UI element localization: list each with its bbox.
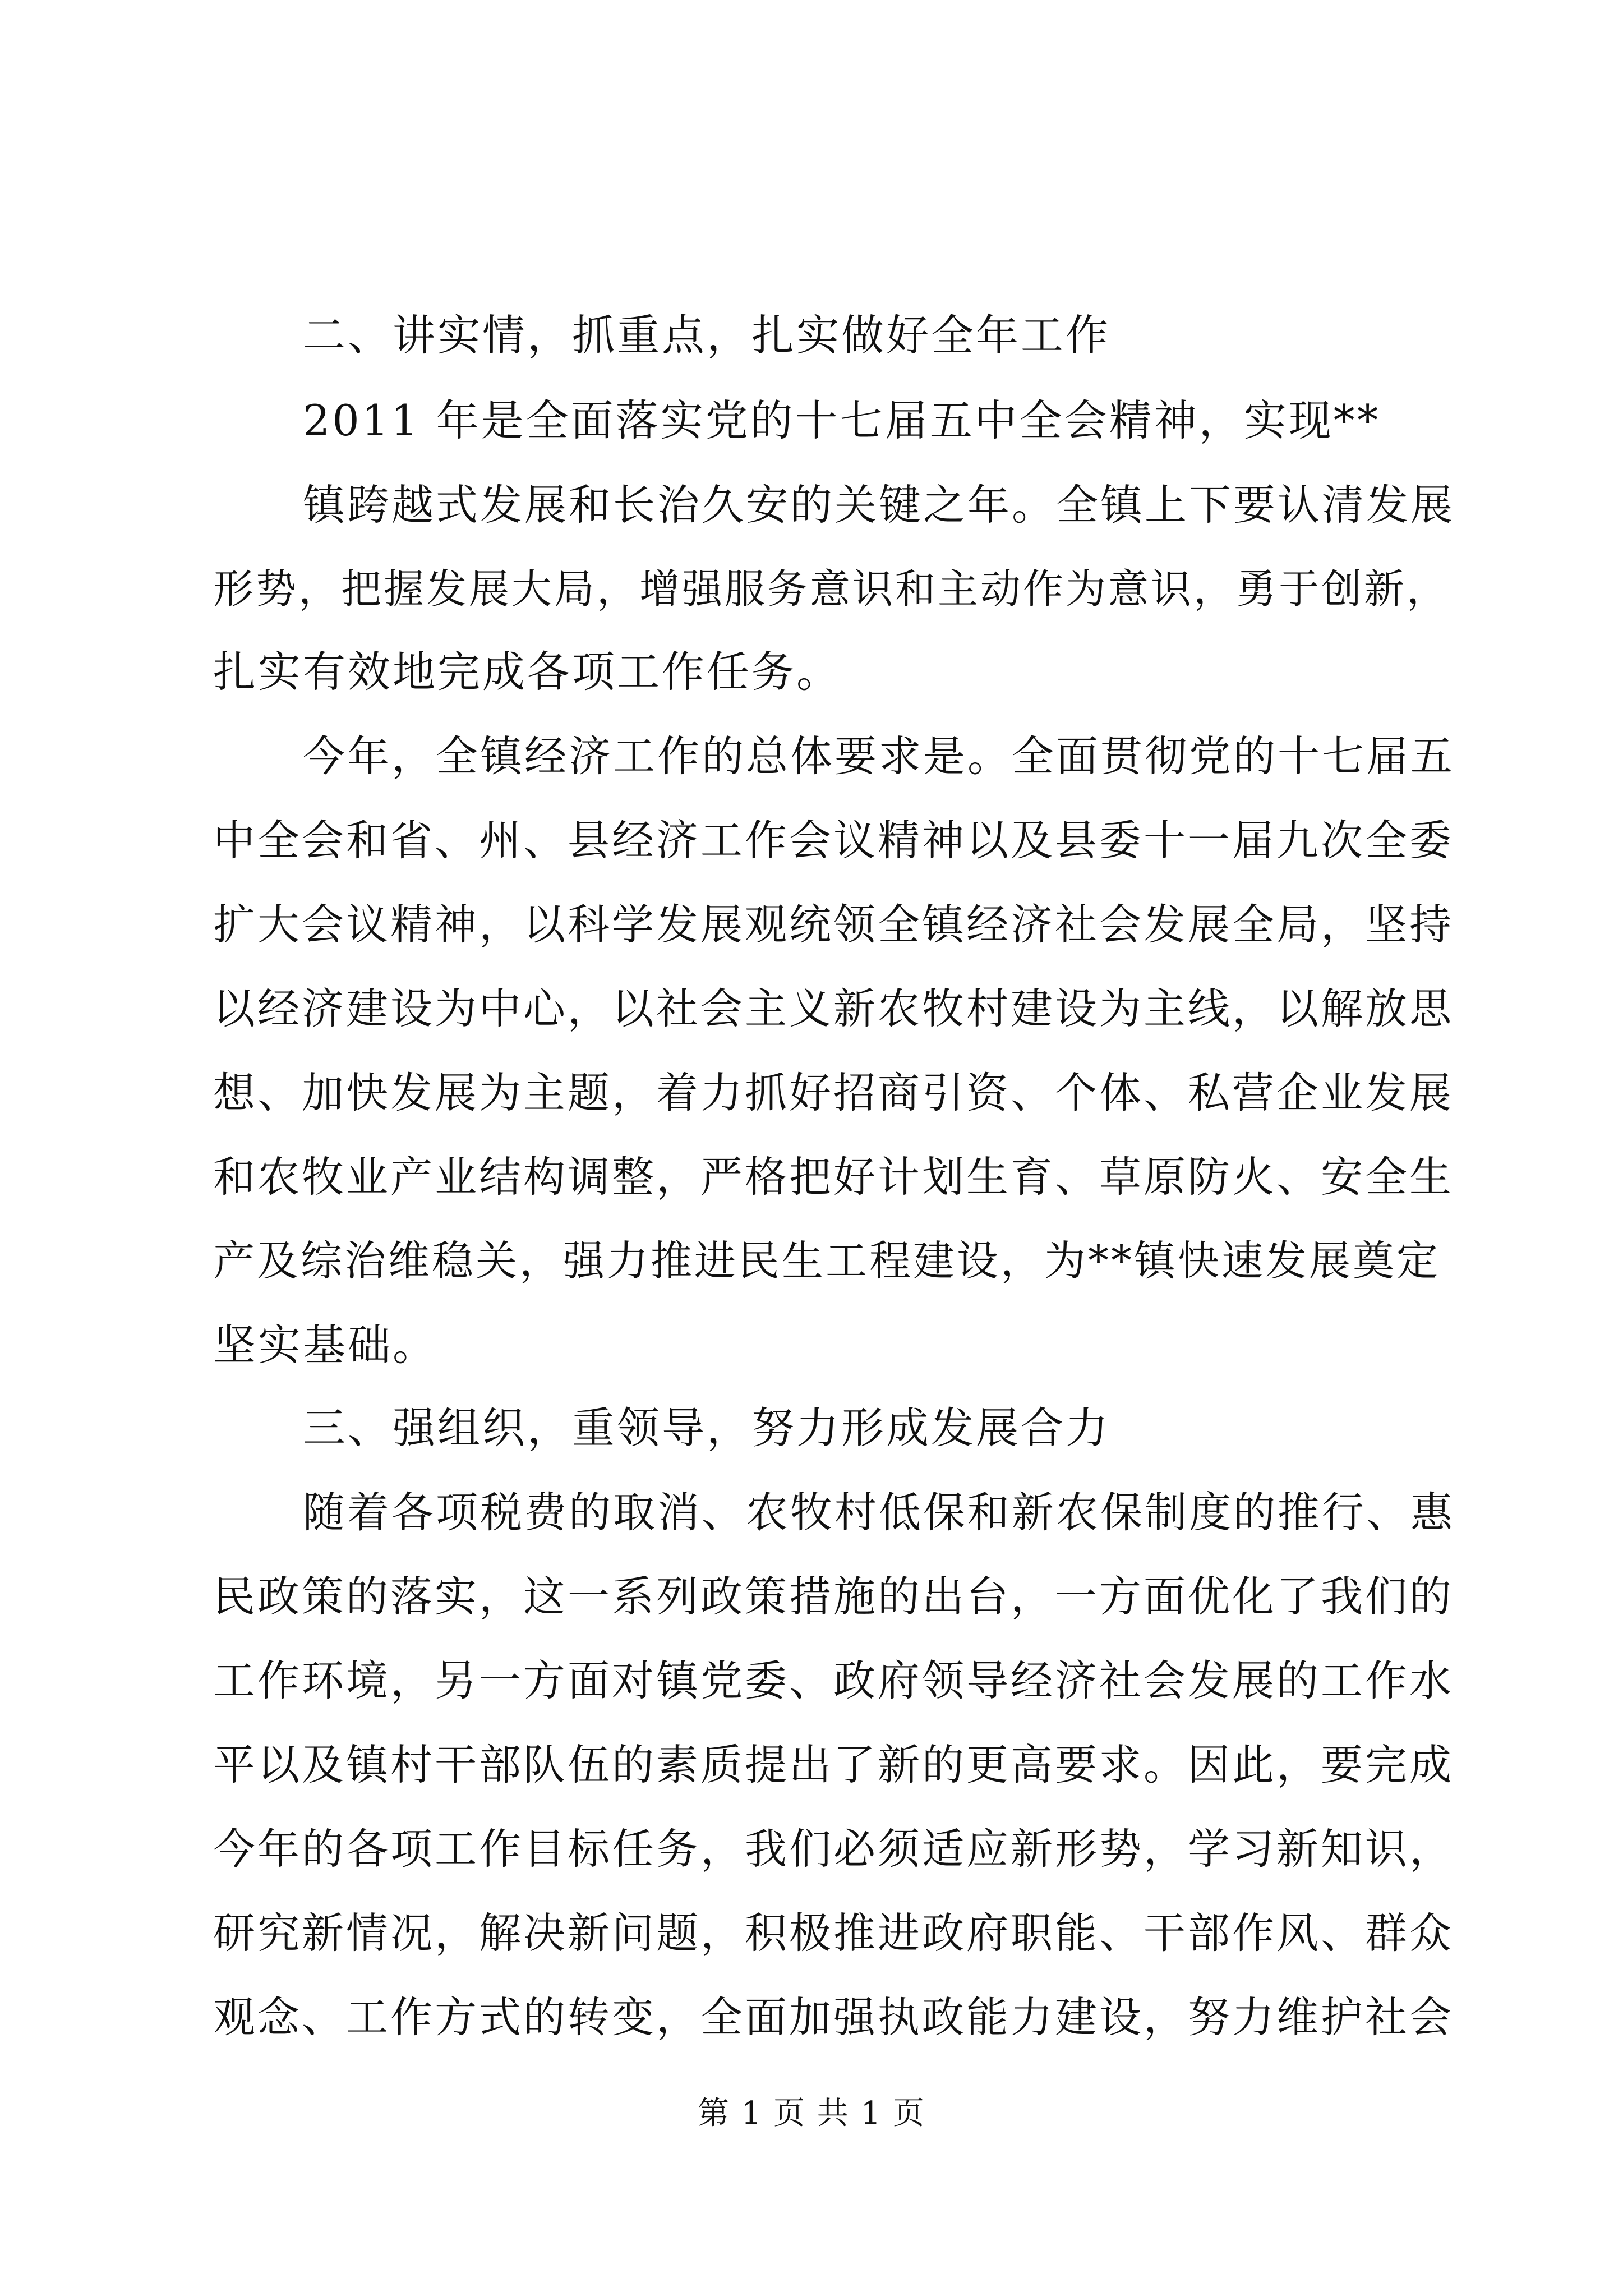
paragraph-line: 想、加快发展为主题，着力抓好招商引资、个体、私营企业发展	[213, 1068, 1454, 1117]
paragraph-line: 随着各项税费的取消、农牧村低保和新农保制度的推行、惠	[303, 1488, 1455, 1537]
section-heading-2: 二、讲实情，抓重点，扎实做好全年工作	[303, 310, 1110, 360]
paragraph-line: 今年的各项工作目标任务，我们必须适应新形势，学习新知识，	[213, 1824, 1454, 1874]
page-footer: 第 1 页 共 1 页	[697, 2095, 926, 2132]
paragraph-line: 观念、工作方式的转变，全面加强执政能力建设，努力维护社会	[213, 1993, 1454, 2042]
paragraph-line: 扎实有效地完成各项工作任务。	[213, 647, 841, 697]
paragraph-line: 工作环境，另一方面对镇党委、政府领导经济社会发展的工作水	[213, 1656, 1454, 1705]
paragraph-line: 形势，把握发展大局，增强服务意识和主动作为意识，勇于创新，	[213, 565, 1450, 613]
paragraph-line: 中全会和省、州、县经济工作会议精神以及县委十一届九次全委	[213, 816, 1454, 865]
paragraph-line: 2011 年是全面落实党的十七届五中全会精神，实现**	[303, 395, 1381, 445]
paragraph-line: 镇跨越式发展和长治久安的关键之年。全镇上下要认清发展	[303, 480, 1455, 530]
paragraph-line: 今年，全镇经济工作的总体要求是。全面贯彻党的十七届五	[303, 731, 1455, 781]
paragraph-line: 以经济建设为中心，以社会主义新农牧村建设为主线，以解放思	[213, 984, 1454, 1033]
section-heading-3: 三、强组织，重领导，努力形成发展合力	[303, 1403, 1110, 1453]
paragraph-line: 平以及镇村干部队伍的素质提出了新的更高要求。因此，要完成	[213, 1740, 1454, 1789]
paragraph-line: 扩大会议精神，以科学发展观统领全镇经济社会发展全局，坚持	[213, 900, 1454, 949]
paragraph-line: 坚实基础。	[213, 1320, 437, 1370]
paragraph-line: 民政策的落实，这一系列政策措施的出台，一方面优化了我们的	[213, 1572, 1454, 1621]
paragraph-line: 和农牧业产业结构调整，严格把好计划生育、草原防火、安全生	[213, 1152, 1454, 1202]
paragraph-line: 研究新情况，解决新问题，积极推进政府职能、干部作风、群众	[213, 1908, 1454, 1958]
paragraph-line: 产及综治维稳关，强力推进民生工程建设，为**镇快速发展奠定	[213, 1237, 1440, 1285]
